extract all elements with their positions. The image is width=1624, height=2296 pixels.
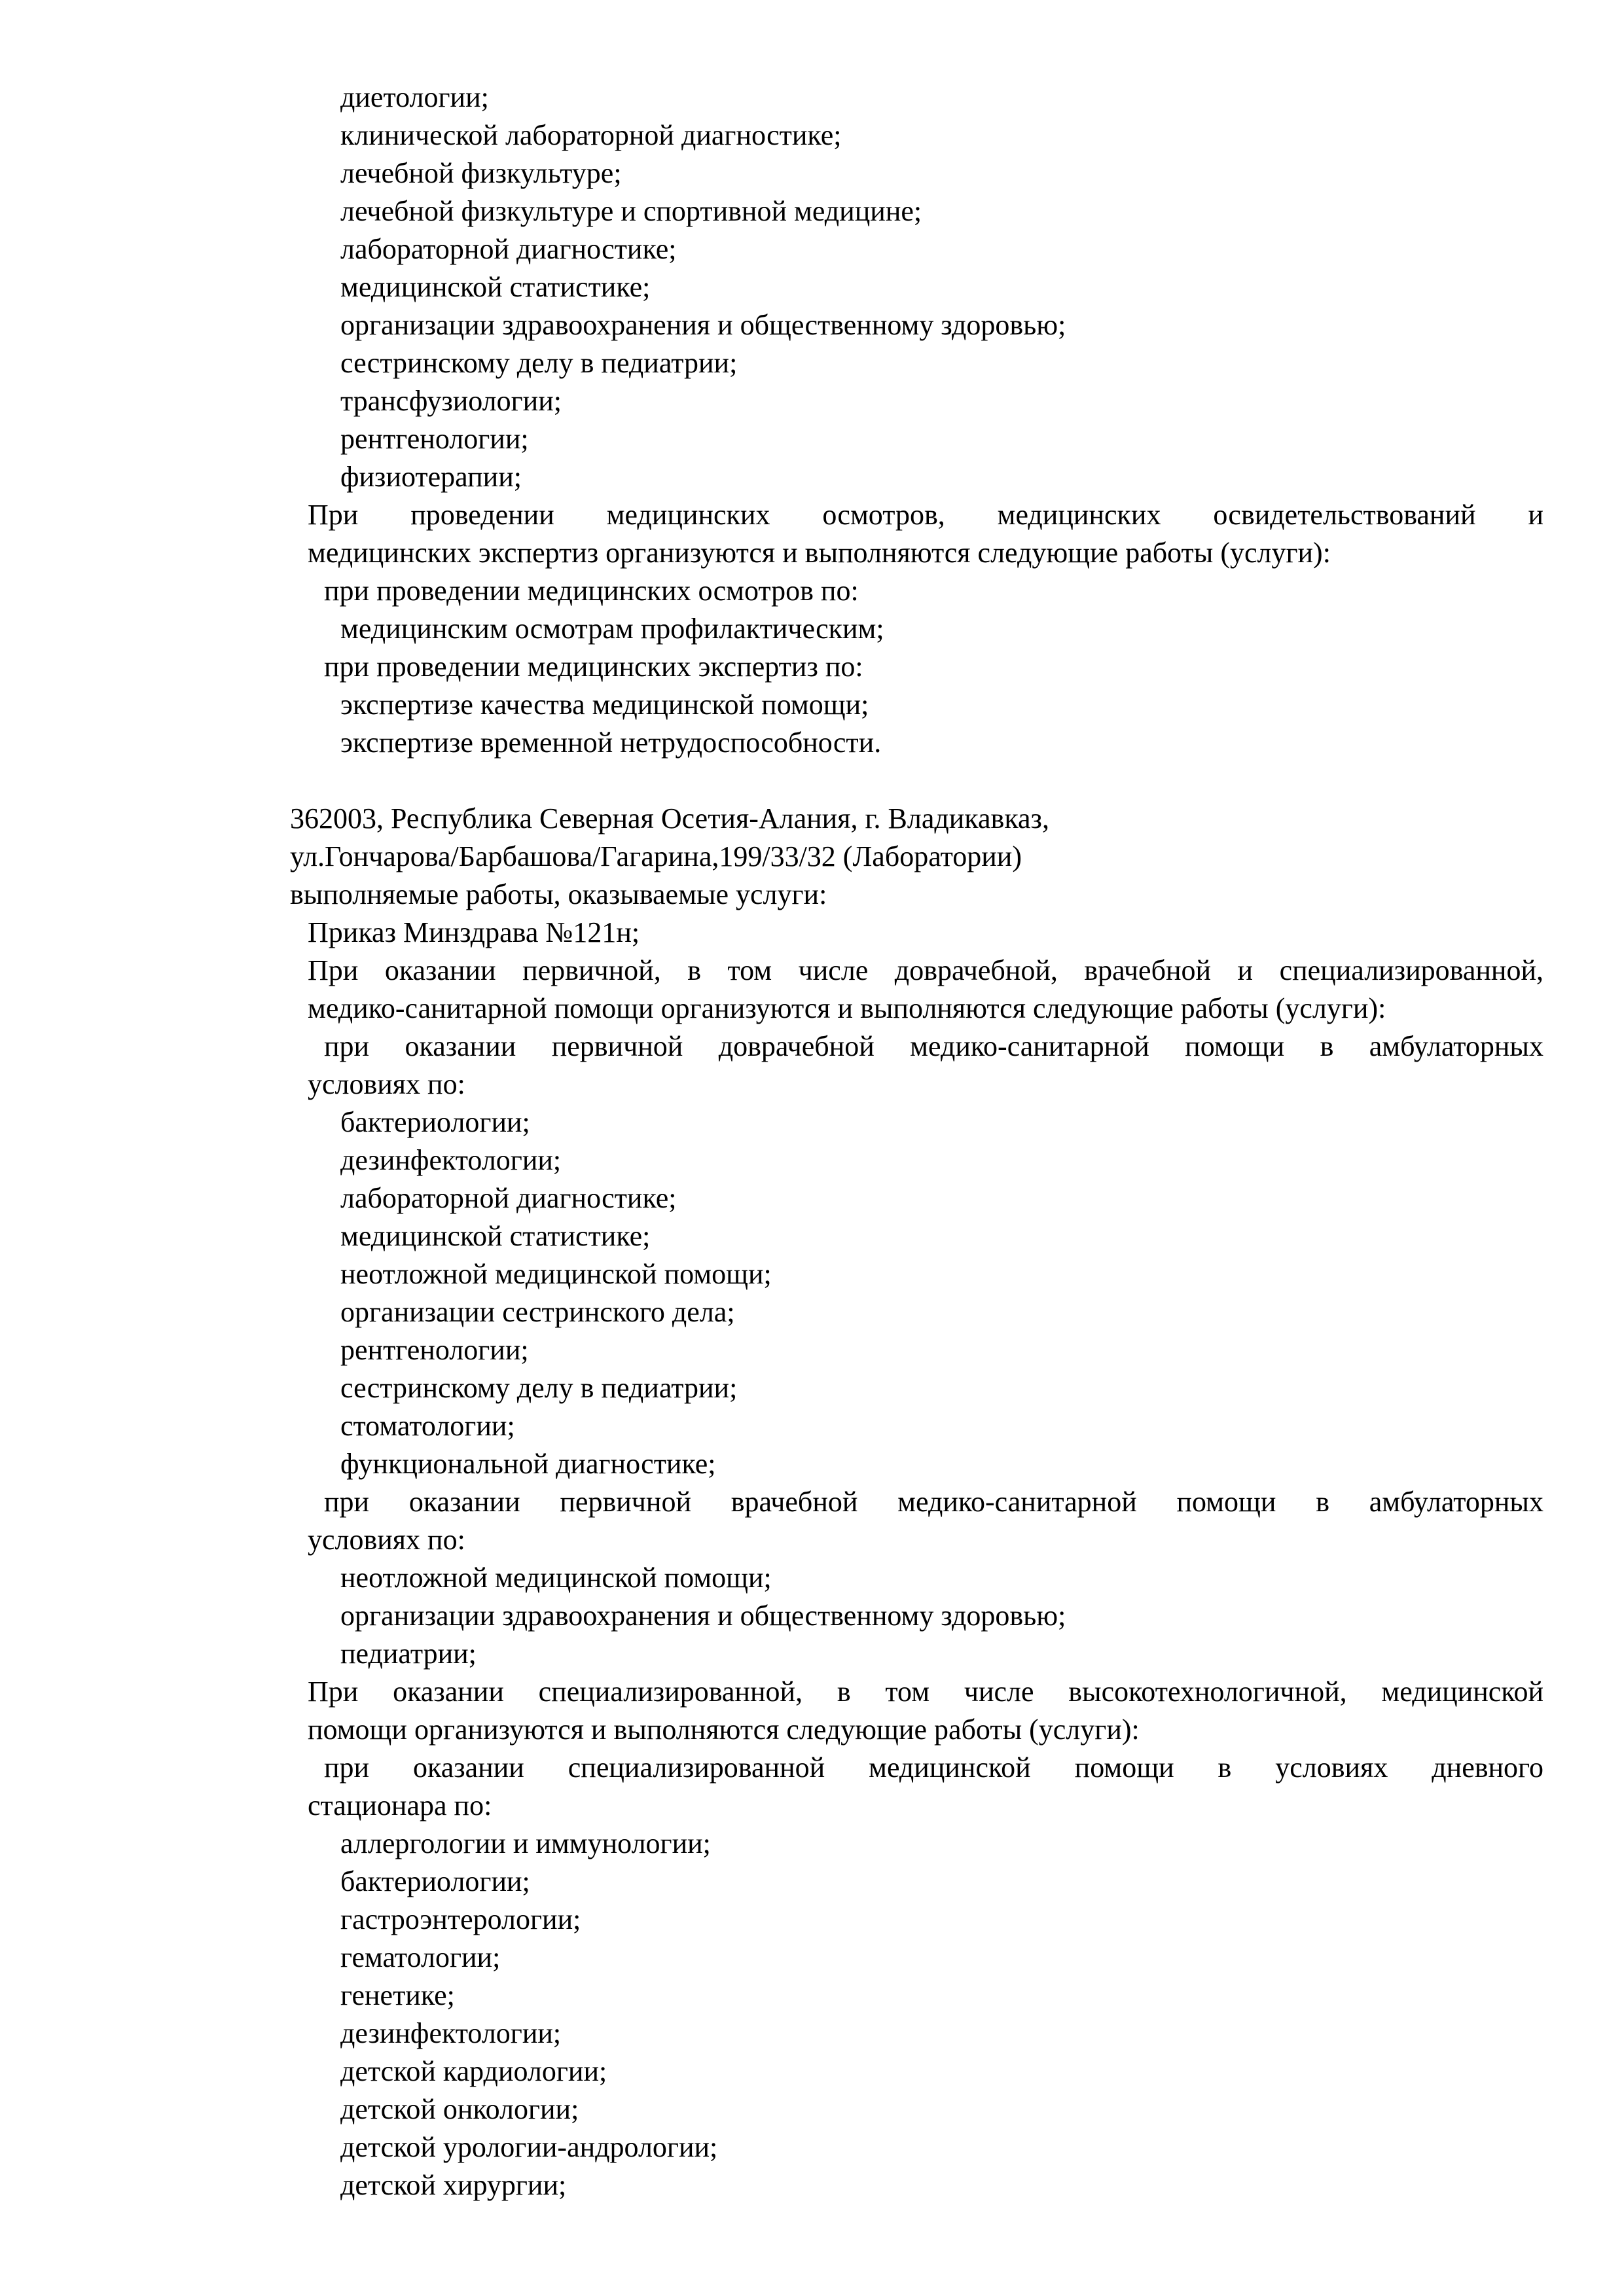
paragraph-line: При оказании первичной, в том числе доврачебной, врачебной и специализированной, — [308, 954, 1543, 986]
list-item: сестринскому делу в педиатрии; — [340, 347, 738, 379]
subheading: стационара по: — [308, 1789, 492, 1821]
list-item: дезинфектологии; — [340, 1144, 562, 1176]
list-item: неотложной медицинской помощи; — [340, 1258, 772, 1290]
list-item: лечебной физкультуре и спортивной медицине; — [340, 195, 922, 227]
list-item: трансфузиологии; — [340, 385, 562, 417]
list-item: клинической лабораторной диагностике; — [340, 119, 842, 151]
list-item: бактериологии; — [340, 1865, 530, 1897]
list-item: аллергологии и иммунологии; — [340, 1827, 711, 1859]
list-item: бактериологии; — [340, 1106, 530, 1138]
list-item: лабораторной диагностике; — [340, 1182, 677, 1214]
paragraph-line: медицинских экспертиз организуются и выполняются следующие работы (услуги): — [308, 537, 1331, 569]
paragraph-line: помощи организуются и выполняются следующие работы (услуги): — [308, 1713, 1140, 1746]
list-item: рентгенологии; — [340, 1334, 529, 1366]
list-item: неотложной медицинской помощи; — [340, 1562, 772, 1594]
list-item: организации сестринского дела; — [340, 1296, 735, 1328]
subheading: условиях по: — [308, 1068, 465, 1100]
subheading: условиях по: — [308, 1524, 465, 1556]
list-item: гастроэнтерологии; — [340, 1903, 581, 1935]
list-item: медицинской статистике; — [340, 1220, 651, 1252]
subheading: при оказании специализированной медицинской помощи в условиях дневного — [324, 1751, 1543, 1784]
address-line: 362003, Республика Северная Осетия-Алания, г. Владикавказ, — [290, 802, 1049, 834]
paragraph-line: При проведении медицинских осмотров, медицинских освидетельствований и — [308, 499, 1543, 531]
list-item: физиотерапии; — [340, 461, 522, 493]
list-item: генетике; — [340, 1979, 455, 2011]
list-item: лабораторной диагностике; — [340, 233, 677, 265]
list-item: рентгенологии; — [340, 423, 529, 455]
list-item: педиатрии; — [340, 1638, 477, 1670]
address-line: выполняемые работы, оказываемые услуги: — [290, 878, 827, 910]
paragraph-line: При оказании специализированной, в том числе высокотехнологичной, медицинской — [308, 1676, 1543, 1708]
list-item: детской кардиологии; — [340, 2055, 607, 2087]
subheading: при оказании первичной врачебной медико-санитарной помощи в амбулаторных — [324, 1486, 1543, 1518]
list-item: диетологии; — [340, 81, 489, 113]
subheading: при проведении медицинских осмотров по: — [324, 575, 859, 607]
list-item: дезинфектологии; — [340, 2017, 562, 2049]
list-item: функциональной диагностике; — [340, 1448, 716, 1480]
paragraph-line: медико-санитарной помощи организуются и выполняются следующие работы (услуги): — [308, 992, 1386, 1024]
list-item: экспертизе временной нетрудоспособности. — [340, 726, 882, 759]
list-item: экспертизе качества медицинской помощи; — [340, 689, 869, 721]
list-item: организации здравоохранения и общественному здоровью; — [340, 309, 1066, 341]
list-item: сестринскому делу в педиатрии; — [340, 1372, 738, 1404]
list-item: стоматологии; — [340, 1410, 515, 1442]
list-item: детской хирургии; — [340, 2169, 567, 2201]
list-item: детской урологии-андрологии; — [340, 2131, 718, 2163]
address-line: ул.Гончарова/Барбашова/Гагарина,199/33/32 (Лаборатории) — [290, 840, 1022, 872]
list-item: лечебной физкультуре; — [340, 157, 622, 189]
order-reference: Приказ Минздрава №121н; — [308, 916, 640, 948]
list-item: детской онкологии; — [340, 2093, 579, 2125]
list-item: организации здравоохранения и общественному здоровью; — [340, 1600, 1066, 1632]
subheading: при проведении медицинских экспертиз по: — [324, 651, 863, 683]
subheading: при оказании первичной доврачебной медико-санитарной помощи в амбулаторных — [324, 1030, 1543, 1062]
list-item: медицинской статистике; — [340, 271, 651, 303]
list-item: медицинским осмотрам профилактическим; — [340, 613, 884, 645]
list-item: гематологии; — [340, 1941, 501, 1973]
